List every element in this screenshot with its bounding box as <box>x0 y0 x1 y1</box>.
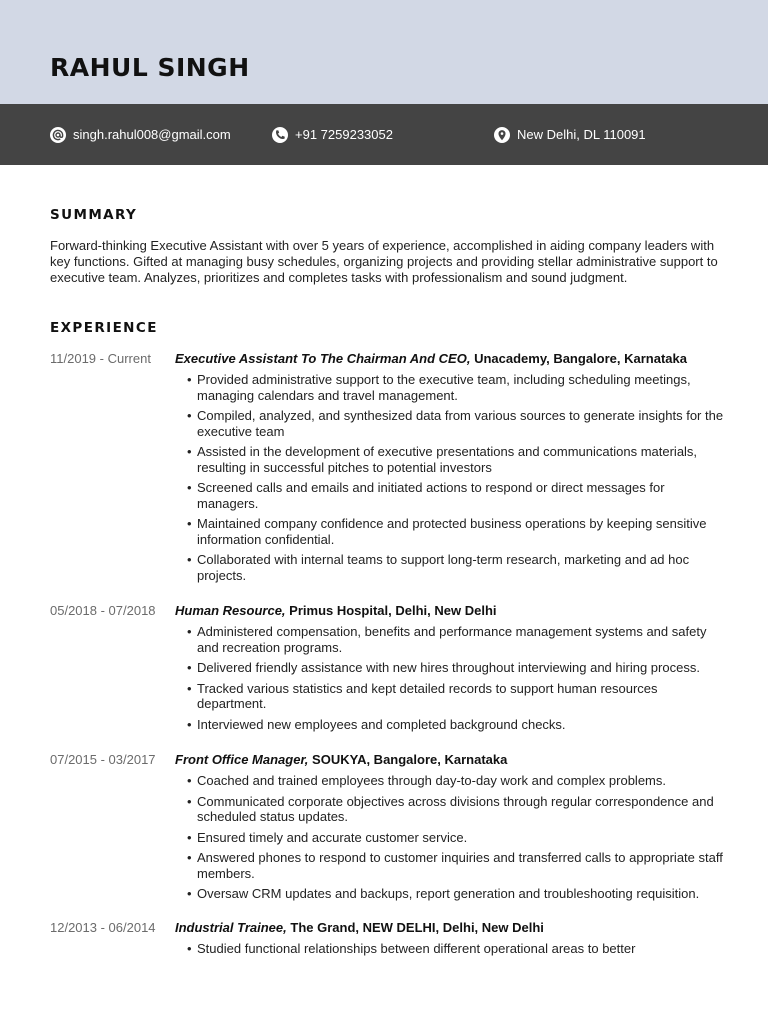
job-heading <box>175 920 544 936</box>
job-bullet: • Compiled, analyzed, and synthesized data from various sources to generate insights for the executive team <box>197 408 729 439</box>
job-bullet: • Coached and trained employees through day-to-day work and complex problems. <box>197 773 729 789</box>
candidate-name: RAHUL SINGH <box>50 53 250 82</box>
email-text: singh.rahul008@gmail.com <box>73 127 231 142</box>
job-title: Human Resource, <box>175 603 286 618</box>
job-bullets <box>197 624 729 737</box>
job-dates: 11/2019 - Current <box>50 351 151 366</box>
job-bullets <box>197 773 729 907</box>
resume-header <box>0 0 768 104</box>
job-bullet: • Interviewed new employees and completed background checks. <box>197 717 729 733</box>
location-text: New Delhi, DL 110091 <box>517 127 646 142</box>
job-title: Executive Assistant To The Chairman And CEO, <box>175 351 471 366</box>
phone-text: +91 7259233052 <box>295 127 393 142</box>
job-bullet: • Screened calls and emails and initiated actions to respond or direct messages for managers. <box>197 480 729 511</box>
job-title: Front Office Manager, <box>175 752 309 767</box>
job-heading <box>175 752 507 768</box>
job-heading <box>175 351 687 367</box>
contact-bar <box>0 104 768 165</box>
job-bullet: • Studied functional relationships between different operational areas to better <box>197 941 729 957</box>
job-dates: 05/2018 - 07/2018 <box>50 603 156 618</box>
job-bullet: • Collaborated with internal teams to support long-term research, marketing and ad hoc projects. <box>197 552 729 583</box>
job-dates: 07/2015 - 03/2017 <box>50 752 156 767</box>
job-company: Primus Hospital, Delhi, New Delhi <box>289 603 497 618</box>
contact-phone[interactable] <box>272 104 393 165</box>
job-bullet: • Tracked various statistics and kept detailed records to support human resources department. <box>197 681 729 712</box>
job-bullet: • Administered compensation, benefits and performance management systems and safety and recreation programs. <box>197 624 729 655</box>
job-company: The Grand, NEW DELHI, Delhi, New Delhi <box>290 920 544 935</box>
job-bullet: • Provided administrative support to the executive team, including scheduling meetings, managing calendars and travel management. <box>197 372 729 403</box>
job-bullet: • Assisted in the development of executive presentations and communications materials, resulting in successful pitches to potential investors <box>197 444 729 475</box>
job-bullet: • Ensured timely and accurate customer service. <box>197 830 729 846</box>
job-title: Industrial Trainee, <box>175 920 287 935</box>
job-heading <box>175 603 497 619</box>
experience-heading: EXPERIENCE <box>50 320 158 336</box>
summary-heading: SUMMARY <box>50 207 138 223</box>
summary-text: Forward-thinking Executive Assistant with over 5 years of experience, accomplished in aiding company leaders with key functions. Gifted at managing busy schedules, organizing projects and providing stellar administrative support to executive team. Analyzes, prioritizes and completes tasks with professionalism and sound judgment. <box>50 238 718 285</box>
job-company: Unacademy, Bangalore, Karnataka <box>474 351 687 366</box>
map-pin-icon <box>494 127 510 143</box>
job-dates: 12/2013 - 06/2014 <box>50 920 156 935</box>
job-bullet: • Delivered friendly assistance with new hires throughout interviewing and hiring process. <box>197 660 729 676</box>
contact-location <box>494 104 646 165</box>
at-sign-icon <box>50 127 66 143</box>
job-company: SOUKYA, Bangalore, Karnataka <box>312 752 508 767</box>
job-bullets <box>197 372 729 588</box>
job-bullet: • Answered phones to respond to customer inquiries and transferred calls to appropriate staff members. <box>197 850 729 881</box>
job-bullet: • Communicated corporate objectives across divisions through regular correspondence and scheduled status updates. <box>197 794 729 825</box>
phone-icon <box>272 127 288 143</box>
job-bullet: • Oversaw CRM updates and backups, report generation and troubleshooting requisition. <box>197 886 729 902</box>
contact-email[interactable] <box>50 104 231 165</box>
job-bullets <box>197 941 729 962</box>
job-bullet: • Maintained company confidence and protected business operations by keeping sensitive information confidential. <box>197 516 729 547</box>
